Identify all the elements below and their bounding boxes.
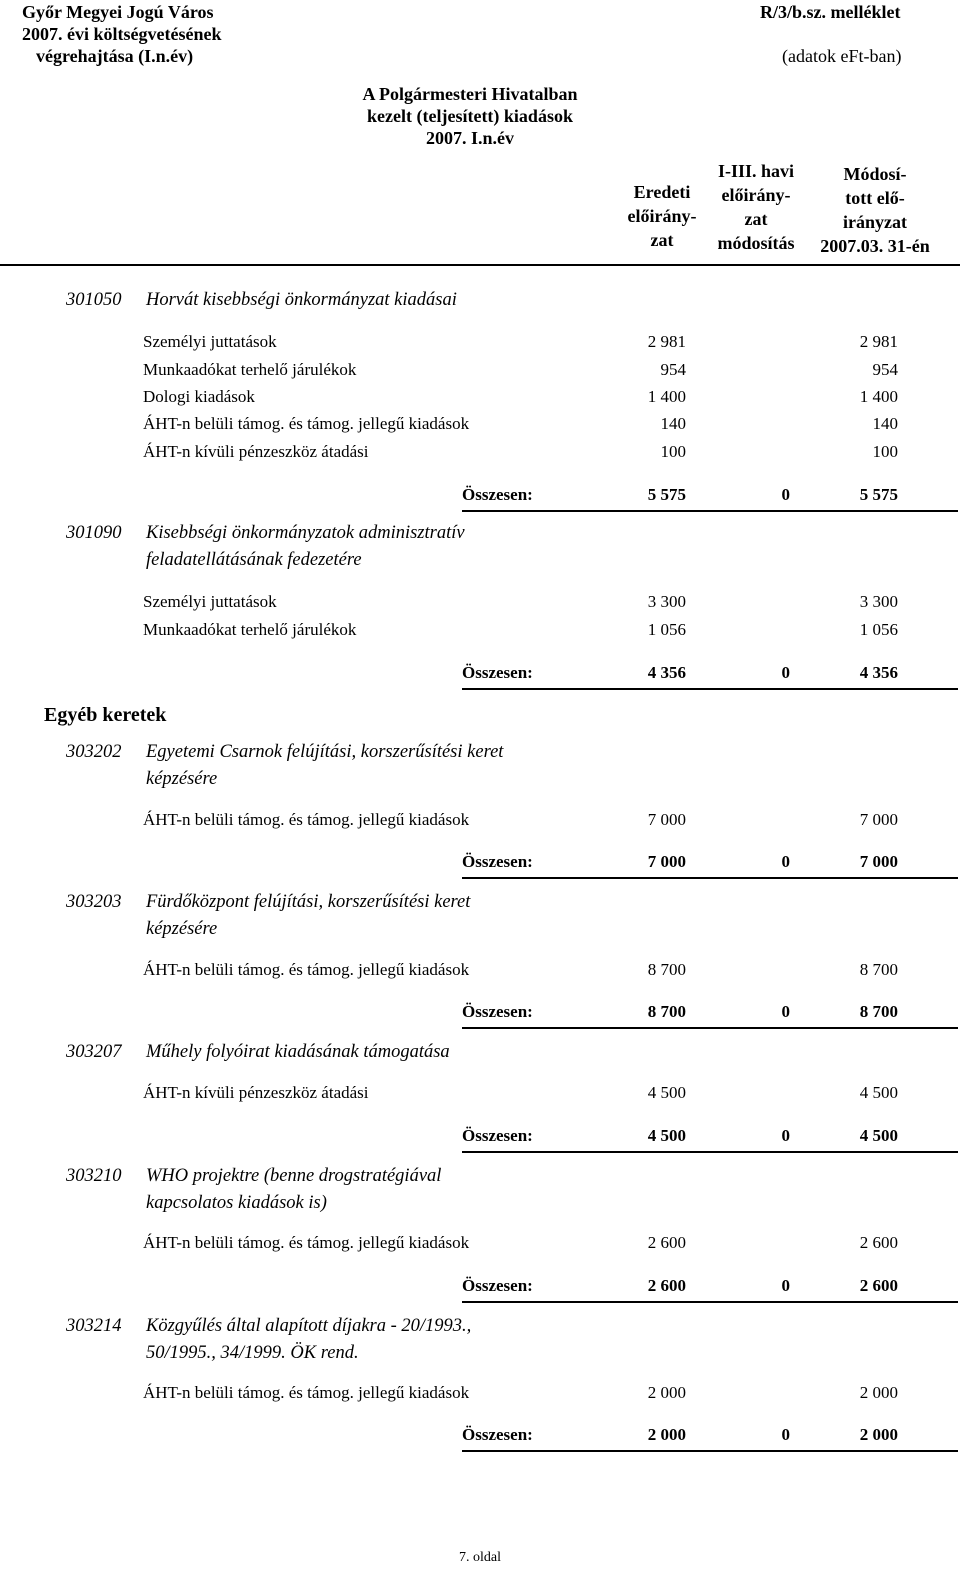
- col-header-modified-line3: irányzat: [843, 212, 907, 232]
- total-label: Összesen:: [462, 1425, 533, 1444]
- line-item-label: Munkaadókat terhelő járulékok: [143, 360, 357, 379]
- total-label: Összesen:: [462, 485, 533, 504]
- section-code: 303214: [66, 1316, 122, 1336]
- total-original: 2 600: [647, 1276, 686, 1295]
- line-item-label: Személyi juttatások: [143, 332, 277, 351]
- col-header-mod-line3: zat: [744, 209, 768, 229]
- section-title: WHO projektre (benne drogstratégiával: [146, 1166, 442, 1186]
- section-title: feladatellátásának fedezetére: [146, 550, 362, 570]
- line-item-modified: 2 600: [859, 1233, 898, 1252]
- section-title: Műhely folyóirat kiadásának támogatása: [146, 1042, 450, 1062]
- total-original: 7 000: [647, 852, 686, 871]
- total-label: Összesen:: [462, 1126, 533, 1145]
- col-header-original-line3: zat: [650, 230, 674, 250]
- line-item-modified: 2 981: [859, 332, 898, 351]
- report-title-line2: kezelt (teljesített) kiadások: [367, 106, 573, 126]
- line-item-label: Személyi juttatások: [143, 592, 277, 611]
- section-title: 50/1995., 34/1999. ÖK rend.: [146, 1343, 359, 1363]
- section-title: Fürdőközpont felújítási, korszerűsítési keret: [146, 892, 471, 912]
- total-original: 2 000: [647, 1425, 686, 1444]
- total-rule: [462, 1151, 958, 1153]
- total-rule: [462, 1027, 958, 1029]
- total-rule: [462, 1450, 958, 1452]
- col-header-mod-line4: módosítás: [717, 233, 795, 253]
- section-title: képzésére: [146, 769, 218, 789]
- col-header-original-line1: Eredeti: [633, 182, 691, 202]
- total-rule: [462, 688, 958, 690]
- col-header-mod-line1: I-III. havi: [717, 161, 795, 181]
- line-item-original: 4 500: [647, 1083, 686, 1102]
- total-original: 8 700: [647, 1002, 686, 1021]
- total-modification: 0: [781, 852, 790, 871]
- section-code: 303203: [66, 892, 122, 912]
- line-item-original: 2 981: [647, 332, 686, 351]
- section-title: Kisebbségi önkormányzatok adminisztratív: [146, 523, 465, 543]
- total-modification: 0: [781, 1425, 790, 1444]
- line-item-original: 7 000: [647, 810, 686, 829]
- section-code: 303207: [66, 1042, 122, 1062]
- total-label: Összesen:: [462, 663, 533, 682]
- total-modification: 0: [781, 663, 790, 682]
- section-title: Horvát kisebbségi önkormányzat kiadásai: [146, 290, 457, 310]
- total-modification: 0: [781, 1002, 790, 1021]
- line-item-label: ÁHT-n belüli támog. és támog. jellegű kiadások: [143, 1383, 470, 1402]
- org-name-line1: Győr Megyei Jogú Város: [22, 2, 214, 22]
- section-title: Egyetemi Csarnok felújítási, korszerűsítési keret: [146, 742, 504, 762]
- col-header-modified-line1: Módosí-: [843, 164, 907, 184]
- total-modification: 0: [781, 485, 790, 504]
- total-modification: 0: [781, 1276, 790, 1295]
- line-item-original: 954: [660, 360, 686, 379]
- total-rule: [462, 877, 958, 879]
- line-item-label: ÁHT-n kívüli pénzeszköz átadási: [143, 442, 369, 461]
- group-title: Egyéb keretek: [44, 704, 167, 726]
- line-item-modified: 954: [872, 360, 898, 379]
- section-code: 303202: [66, 742, 122, 762]
- total-modification: 0: [781, 1126, 790, 1145]
- line-item-label: Munkaadókat terhelő járulékok: [143, 620, 357, 639]
- line-item-original: 3 300: [647, 592, 686, 611]
- line-item-original: 1 056: [647, 620, 686, 639]
- section-title: kapcsolatos kiadások is): [146, 1193, 327, 1213]
- line-item-label: Dologi kiadások: [143, 387, 255, 406]
- total-label: Összesen:: [462, 1002, 533, 1021]
- report-title-line1: A Polgármesteri Hivatalban: [362, 84, 578, 104]
- unit-note: (adatok eFt-ban): [782, 46, 902, 66]
- report-title-line3: 2007. I.n.év: [425, 128, 514, 148]
- section-code: 301050: [66, 290, 122, 310]
- line-item-modified: 100: [872, 442, 898, 461]
- line-item-modified: 8 700: [859, 960, 898, 979]
- line-item-label: ÁHT-n belüli támog. és támog. jellegű kiadások: [143, 1233, 470, 1252]
- col-header-modified-line2: tott elő-: [845, 188, 905, 208]
- line-item-label: ÁHT-n belüli támog. és támog. jellegű kiadások: [143, 810, 470, 829]
- line-item-modified: 1 056: [859, 620, 898, 639]
- total-modified: 8 700: [859, 1002, 898, 1021]
- line-item-original: 2 000: [647, 1383, 686, 1402]
- total-label: Összesen:: [462, 852, 533, 871]
- line-item-modified: 4 500: [859, 1083, 898, 1102]
- line-item-original: 8 700: [647, 960, 686, 979]
- total-modified: 5 575: [859, 485, 898, 504]
- total-rule: [462, 1301, 958, 1303]
- col-header-modified-line4: 2007.03. 31-én: [820, 236, 930, 256]
- line-item-label: ÁHT-n kívüli pénzeszköz átadási: [143, 1083, 369, 1102]
- line-item-original: 2 600: [647, 1233, 686, 1252]
- line-item-modified: 140: [872, 414, 898, 433]
- total-modified: 4 500: [859, 1126, 898, 1145]
- total-modified: 7 000: [859, 852, 898, 871]
- total-modified: 4 356: [859, 663, 898, 682]
- line-item-label: ÁHT-n belüli támog. és támog. jellegű kiadások: [143, 414, 470, 433]
- total-original: 4 500: [647, 1126, 686, 1145]
- section-code: 301090: [66, 523, 122, 543]
- section-title: képzésére: [146, 919, 218, 939]
- section-code: 303210: [66, 1166, 122, 1186]
- total-modified: 2 600: [859, 1276, 898, 1295]
- total-modified: 2 000: [859, 1425, 898, 1444]
- header-rule: [0, 264, 960, 266]
- col-header-original-line2: előirány-: [627, 206, 697, 226]
- line-item-label: ÁHT-n belüli támog. és támog. jellegű kiadások: [143, 960, 470, 979]
- section-title: Közgyűlés által alapított díjakra - 20/1993.,: [146, 1316, 472, 1336]
- total-original: 4 356: [647, 663, 686, 682]
- line-item-modified: 2 000: [859, 1383, 898, 1402]
- org-name-line3: végrehajtása (I.n.év): [36, 46, 194, 66]
- line-item-original: 1 400: [647, 387, 686, 406]
- line-item-original: 140: [660, 414, 686, 433]
- total-original: 5 575: [647, 485, 686, 504]
- line-item-modified: 3 300: [859, 592, 898, 611]
- line-item-modified: 7 000: [859, 810, 898, 829]
- org-name-line2: 2007. évi költségvetésének: [22, 24, 222, 44]
- total-label: Összesen:: [462, 1276, 533, 1295]
- attachment-ref: R/3/b.sz. melléklet: [760, 2, 901, 22]
- page-number: 7. oldal: [459, 1550, 501, 1565]
- line-item-modified: 1 400: [859, 387, 898, 406]
- col-header-mod-line2: előirány-: [721, 185, 791, 205]
- line-item-original: 100: [660, 442, 686, 461]
- total-rule: [462, 510, 958, 512]
